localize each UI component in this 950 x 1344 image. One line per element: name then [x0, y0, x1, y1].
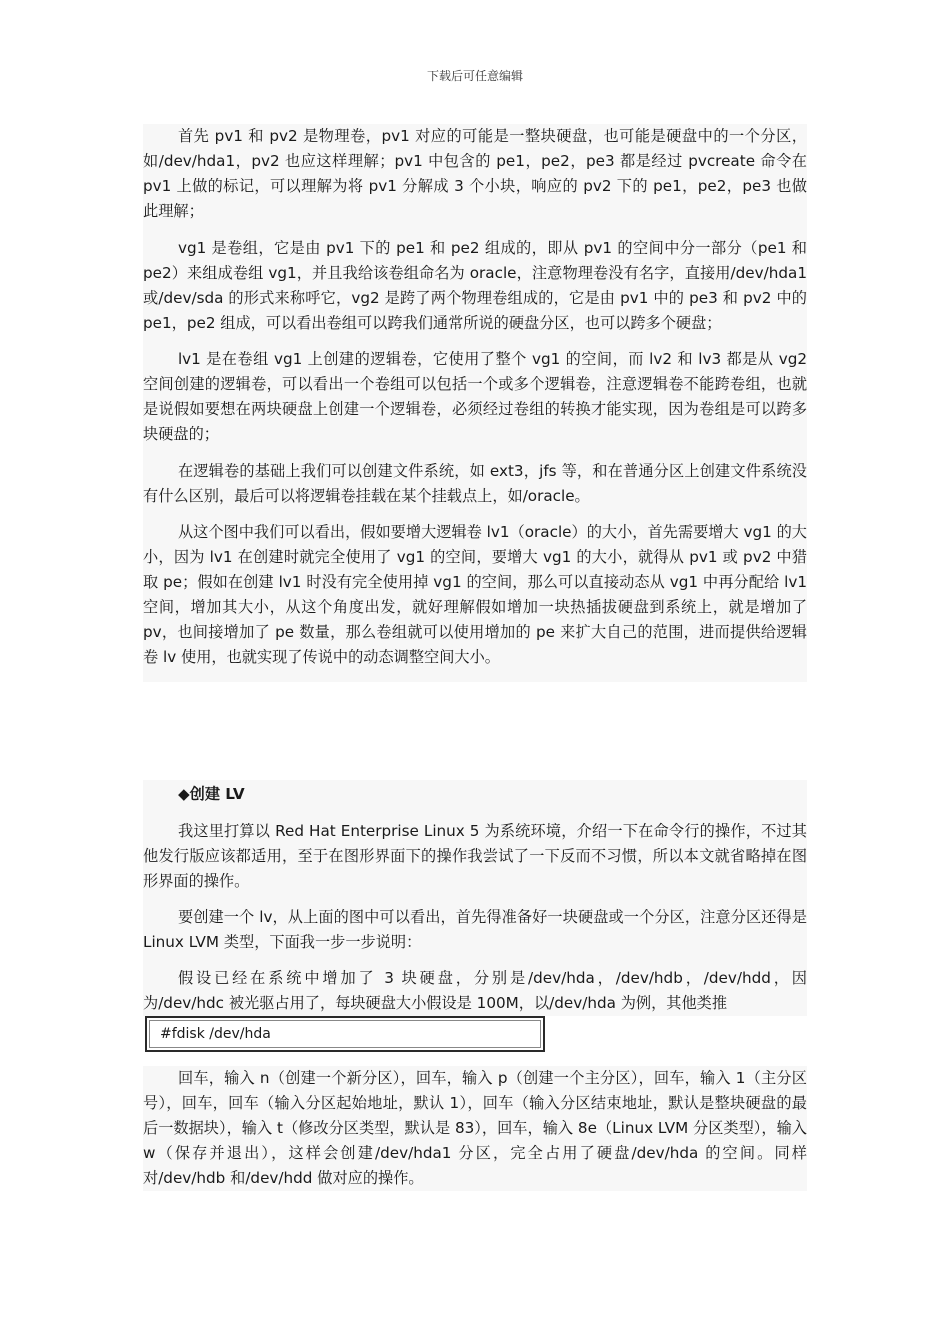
command-text: #fdisk /dev/hda	[160, 1026, 271, 1042]
lvm-concept-section	[143, 124, 807, 682]
paragraph-disks: 假设已经在系统中增加了 3 块硬盘，分别是/dev/hda，/dev/hdb，/dev/hdd，因为/dev/hdc 被光驱占用了，每块硬盘大小假设是 100M，以/dev/hda 为例，其他类推	[143, 969, 807, 1012]
paragraph-environment: 我这里打算以 Red Hat Enterprise Linux 5 为系统环境，介绍一下在命令行的操作，不过其他发行版应该都适用，至于在图形界面下的操作我尝试了一下反而不习惯，所以本文就省略掉在图形界面的操作。	[143, 822, 807, 890]
paragraph-prepare: 要创建一个 lv，从上面的图中可以看出，首先得准备好一块硬盘或一个分区，注意分区还得是 Linux LVM 类型，下面我一步一步说明：	[143, 908, 807, 951]
command-box	[145, 1016, 545, 1052]
paragraph-fdisk-steps: 回车，输入 n（创建一个新分区），回车，输入 p（创建一个主分区），回车，输入 1（主分区号），回车，回车（输入分区起始地址，默认 1），回车（输入分区结束地址，默认是整块硬盘的最后一数据块），输入 t（修改分区类型，默认是 83），回车，输入 8e（Linux LVM 分区类型），输入 w（保存并退出），这样会创建/dev/hda1 分区，完全占用了硬盘/dev/hda 的空间。同样对/dev/hdb 和/dev/hdd 做对应的操作。	[143, 1069, 807, 1187]
paragraph-pv: 首先 pv1 和 pv2 是物理卷，pv1 对应的可能是一整块硬盘，也可能是硬盘中的一个分区，如/dev/hda1，pv2 也应这样理解；pv1 中包含的 pe1，pe2，pe3 都是经过 pvcreate 命令在 pv1 上做的标记，可以理解为将 pv1 分解成 3 个小块，响应的 pv2 下的 pe1，pe2，pe3 也做此理解；	[143, 127, 807, 220]
paragraph-lv: lv1 是在卷组 vg1 上创建的逻辑卷，它使用了整个 vg1 的空间，而 lv2 和 lv3 都是从 vg2 空间创建的逻辑卷，可以看出一个卷组可以包括一个或多个逻辑卷，注意逻辑卷不能跨卷组，也就是说假如要想在两块硬盘上创建一个逻辑卷，必须经过卷组的转换才能实现，因为卷组是可以跨多块硬盘的；	[143, 350, 807, 443]
page-header: 下载后可任意编辑	[426, 69, 523, 83]
paragraph-filesystem: 在逻辑卷的基础上我们可以创建文件系统，如 ext3，jfs 等，和在普通分区上创建文件系统没有什么区别，最后可以将逻辑卷挂载在某个挂载点上，如/oracle。	[143, 461, 807, 505]
paragraph-vg: vg1 是卷组，它是由 pv1 下的 pe1 和 pe2 组成的，即从 pv1 的空间中分一部分（pe1 和 pe2）来组成卷组 vg1，并且我给该卷组命名为 oracle，注意物理卷没有名字，直接用/dev/hda1 或/dev/sda 的形式来称呼它，vg2 是跨了两个物理卷组成的，它是由 pv1 中的 pe3 和 pv2 中的 pe1，pe2 组成，可以看出卷组可以跨我们通常所说的硬盘分区，也可以跨多个硬盘；	[143, 238, 807, 332]
paragraph-resize: 从这个图中我们可以看出，假如要增大逻辑卷 lv1（oracle）的大小，首先需要增大 vg1 的大小，因为 lv1 在创建时就完全使用了 vg1 的空间，要增大 vg1 的大小，就得从 pv1 或 pv2 中猎取 pe；假如在创建 lv1 时没有完全使用掉 vg1 的空间，那么可以直接动态从 vg1 中再分配给 lv1 空间，增加其大小，从这个角度出发，就好理解假如增加一块热插拔硬盘到系统上，就是增加了 pv，也间接增加了 pe 数量，那么卷组就可以使用增加的 pe 来扩大自己的范围，进而提供给逻辑卷 lv 使用，也就实现了传说中的动态调整空间大小。	[143, 523, 807, 666]
section-heading: ◆创建 LV	[177, 785, 245, 803]
fdisk-steps-section	[143, 1066, 807, 1191]
create-lv-section	[143, 780, 807, 1016]
